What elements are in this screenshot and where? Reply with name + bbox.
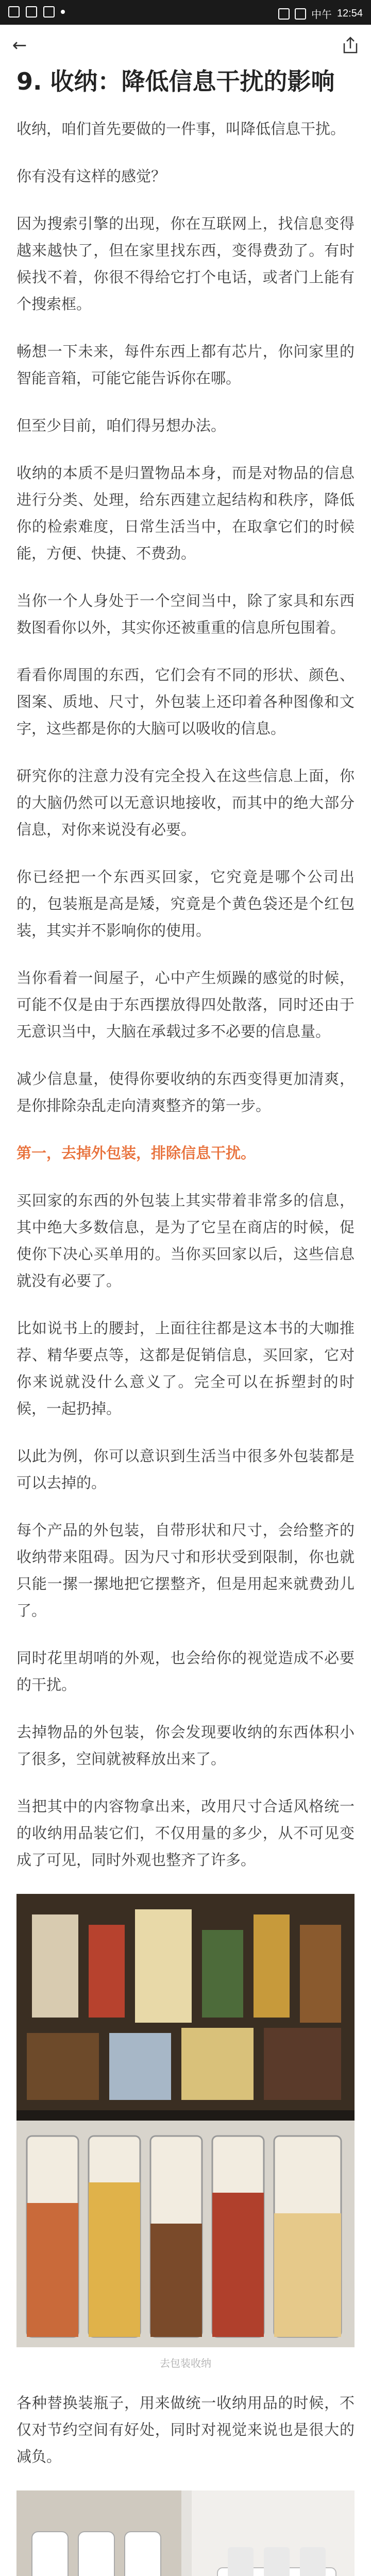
- paragraph: 当你一个人身处于一个空间当中，除了家具和东西数图看你以外，其实你还被重重的信息所包围着。: [16, 592, 355, 636]
- paragraph: 但至少目前，咱们得另想办法。: [16, 417, 226, 434]
- section-heading: 第一，去掉外包装，排除信息干扰。: [16, 1144, 256, 1162]
- paragraph: 收纳的本质不是归置物品本身，而是对物品的信息进行分类、处理，给东西建立起结构和秩序，降低你的检索难度，日常生活当中，在取拿它们的时候能，方便、快捷、不费劲。: [16, 464, 355, 562]
- paragraph: 畅想一下未来，每件东西上都有芯片，你问家里的智能音箱，可能它能告诉你在哪。: [16, 343, 355, 387]
- article-content: [0, 66, 371, 2576]
- paragraph: 各种替换装瓶子，用来做统一收纳用品的时候，不仅对节约空间有好处，同时对视觉来说也是很大的减负。: [16, 2394, 355, 2465]
- share-icon[interactable]: [340, 35, 361, 56]
- paragraph: 你有没有这样的感觉？: [16, 167, 166, 185]
- paragraph: 当把其中的内容物拿出来，改用尺寸合适风格统一的收纳用品装它们，不仅用量的多少，从不可见变成了可见，同时外观也整齐了许多。: [16, 1798, 355, 1869]
- paragraph: 你已经把一个东西买回家，它究竟是哪个公司出的，包装瓶是高是矮，究竟是个黄色袋还是个红包装，其实并不影响你的使用。: [16, 868, 355, 939]
- pantry-jars-photo: [16, 1894, 355, 2347]
- paragraph: 收纳，咱们首先要做的一件事，叫降低信息干扰。: [16, 120, 346, 138]
- paragraph: 因为搜索引擎的出现，你在互联网上，找信息变得越来越快了，但在家里找东西，变得费劲了。有时候找不着，你很不得给它打个电话，或者门上能有个搜索框。: [16, 215, 355, 313]
- back-arrow-icon[interactable]: ←: [12, 35, 27, 56]
- paragraph: 买回家的东西的外包装上其实带着非常多的信息，其中绝大多数信息，是为了它呈在商店的时候，促使你下决心买单用的。当你买回家以后，这些信息就没有必要了。: [16, 1192, 355, 1290]
- paragraph: 当你看着一间屋子，心中产生烦躁的感觉的时候，可能不仅是由于东西摆放得四处散落，同时还由于无意识当中，大脑在承载过多不必要的信息量。: [16, 969, 355, 1040]
- paragraph: 以此为例，你可以意识到生活当中很多外包装都是可以去掉的。: [16, 1447, 355, 1492]
- clock: 12:54: [336, 8, 363, 19]
- paragraph: 研究你的注意力没有完全投入在这些信息上面，你的大脑仍然可以无意识地接收，而其中的绝大部分信息，对你来说没有必要。: [16, 767, 355, 838]
- mail-icon: [43, 6, 55, 18]
- status-bar-right: [278, 6, 363, 21]
- app-icon: [26, 6, 37, 18]
- paragraph: 同时花里胡哨的外观，也会给你的视觉造成不必要的干扰。: [16, 1649, 355, 1693]
- paragraph: 每个产品的外包装，自带形状和尺寸，会给整齐的收纳带来阻碍。因为尺寸和形状受到限制，你也就只能一摞一摞地把它摆整齐，但是用起来就费劲儿了。: [16, 1521, 355, 1619]
- paragraph: 减少信息量，使得你要收纳的东西变得更加清爽，是你排除杂乱走向清爽整齐的第一步。: [16, 1070, 355, 1114]
- wifi-icon: [295, 8, 306, 20]
- paragraph: 去掉物品的外包装，你会发现要收纳的东西体积小了很多，空间就被释放出来了。: [16, 1723, 355, 1768]
- status-bar-left: [8, 6, 65, 18]
- status-bar: [0, 0, 371, 25]
- dispenser-bottles-photo: [16, 2490, 355, 2576]
- signal-icon: [278, 8, 290, 20]
- dot-icon: [61, 10, 65, 14]
- figure-caption: 去包装收纳: [160, 2357, 211, 2369]
- notification-icon: [8, 6, 20, 18]
- paragraph: 看看你周围的东西，它们会有不同的形状、颜色、图案、质地、尺寸，外包装上还印着各种图像和文字，这些都是你的大脑可以吸收的信息。: [16, 666, 355, 737]
- battery-label: 中午: [311, 9, 332, 21]
- paragraph: 比如说书上的腰封，上面往往都是这本书的大咖推荐、精华要点等，这都是促销信息，买回家，它对你来说就没什么意义了。完全可以在拆塑封的时候，一起扔掉。: [16, 1319, 355, 1417]
- article-title: 9. 收纳：降低信息干扰的影响: [16, 67, 335, 95]
- top-toolbar: [0, 25, 371, 66]
